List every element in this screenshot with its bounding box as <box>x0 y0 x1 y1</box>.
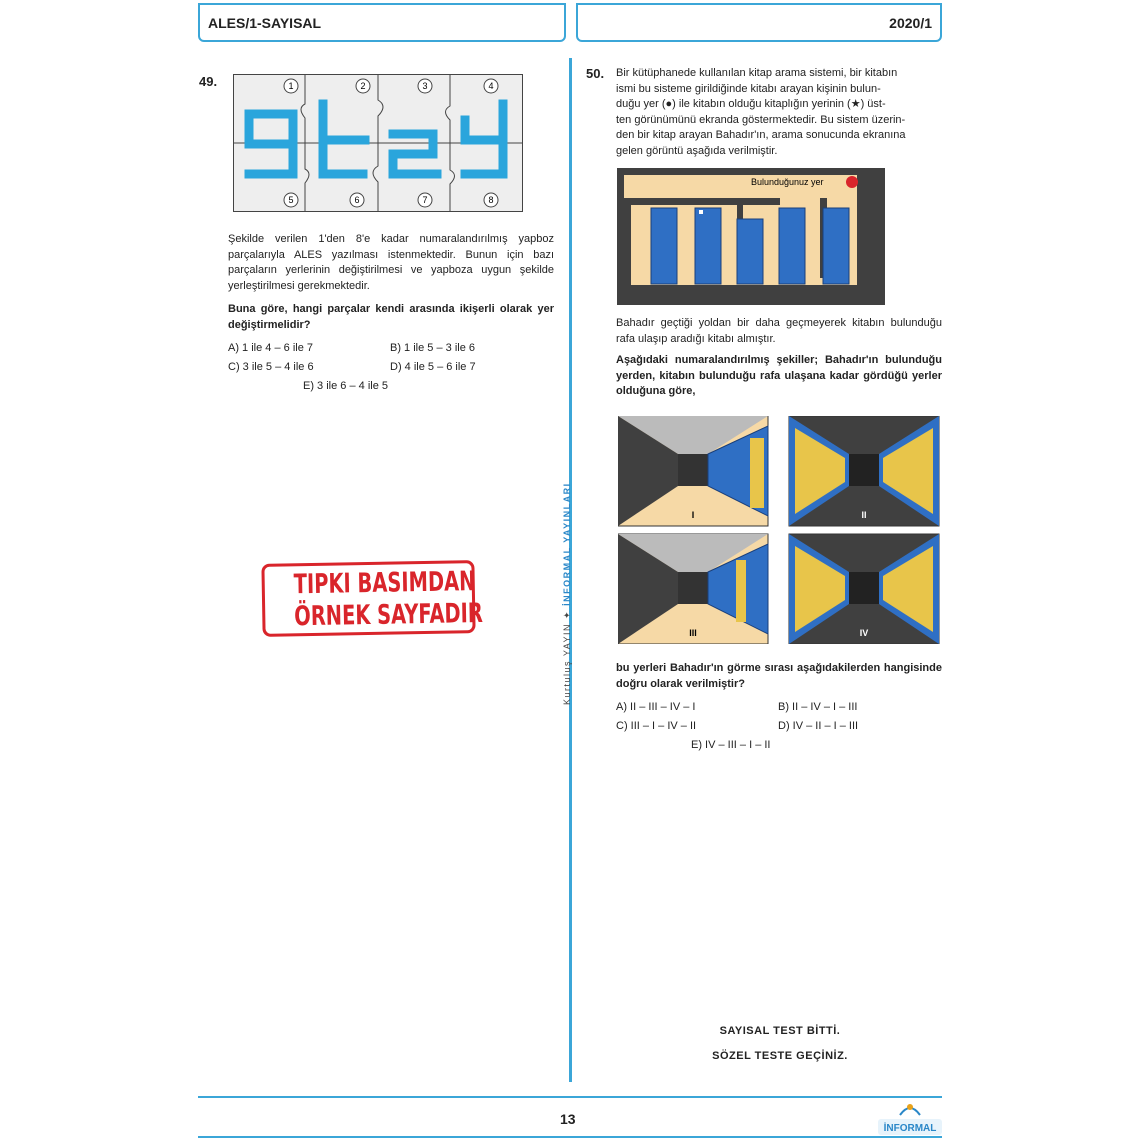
q50-question-2: bu yerleri Bahadır'ın görme sırası aşağıdakilerden hangisinde doğru olarak verilmiştir? <box>616 662 942 690</box>
q50-text-line: den bir kitap arayan Bahadır'ın, arama sonucunda ekranına <box>616 129 906 141</box>
q49-option-d[interactable]: D) 4 ile 5 – 6 ile 7 <box>390 361 476 373</box>
view-label-II: II <box>861 510 867 520</box>
test-end-notice: SAYISAL TEST BİTTİ. <box>719 1025 841 1037</box>
map-location-label: Bulunduğunuz yer <box>751 177 824 187</box>
publisher-name: Kurtuluş YAYIN <box>562 622 572 705</box>
q49-puzzle-figure <box>233 74 523 212</box>
footer-line-top <box>198 1096 942 1098</box>
puzzle-number-3: 3 <box>422 81 428 91</box>
footer-line-bottom <box>198 1136 942 1138</box>
q50-text-line: ten görünümünü ekranda göstermektedir. Bu sistem üzerin- <box>616 113 906 126</box>
puzzle-number-4: 4 <box>488 81 494 91</box>
puzzle-number-5: 5 <box>288 195 294 205</box>
q50-number: 50. <box>586 66 605 81</box>
header-left-title: ALES/1-SAYISAL <box>208 14 322 31</box>
q50-option-b[interactable]: B) II – IV – I – III <box>778 701 858 713</box>
q50-text-line: duğu yer (●) ile kitabın olduğu kitaplığın yerinin (★) üst- <box>616 98 886 110</box>
next-test-notice: SÖZEL TESTE GEÇİNİZ. <box>712 1050 848 1062</box>
q50-option-d[interactable]: D) IV – II – I – III <box>778 720 859 732</box>
view-label-III: III <box>689 628 697 638</box>
view-label-I: I <box>691 510 695 520</box>
publisher-logo-icon: ✦ <box>562 605 572 619</box>
header-right-title: 2020/1 <box>889 14 932 31</box>
puzzle-number-2: 2 <box>360 81 366 91</box>
logo-text: İNFORMAL <box>883 1123 937 1134</box>
view-label-IV: IV <box>859 628 869 638</box>
q50-text-line: Bir kütüphanede kullanılan kitap arama sistemi, bir kitabın <box>616 67 898 79</box>
stamp-line-1: TIPKI BASIMDAN <box>293 566 476 601</box>
header-right-box <box>576 3 942 42</box>
brand-name: İNFORMAL YAYINLARI <box>562 482 572 606</box>
library-map-figure <box>617 168 885 305</box>
publisher-sidebar <box>562 482 573 705</box>
location-marker-icon <box>846 176 858 188</box>
q49-option-a[interactable]: A) 1 ile 4 – 6 ile 7 <box>228 342 313 354</box>
sample-page-stamp <box>261 560 484 637</box>
q49-number: 49. <box>199 74 218 89</box>
page-number: 13 <box>560 1111 576 1127</box>
q50-text <box>616 66 942 159</box>
q50-text-line: ismi bu sisteme girildiğinde kitabı arayan kişinin bulun- <box>616 82 881 95</box>
q49-question: Buna göre, hangi parçalar kendi arasında ikişerli olarak yer değiştirmelidir? <box>228 303 554 331</box>
q50-text-line: gelen görüntü aşağıda verilmiştir. <box>616 144 778 157</box>
corridor-views-figure <box>618 416 940 644</box>
q49-text: Şekilde verilen 1'den 8'e kadar numaralandırılmış yapboz parçalarıyla ALES yazılması istenmektedir. Bunun için bazı parçaların yerlerinin değiştirilmesi ve yapboza uygun şekilde yerleştirilmesi gerekmektedir. <box>228 233 554 292</box>
puzzle-number-6: 6 <box>354 195 360 205</box>
header-left-box <box>198 3 566 42</box>
stamp-line-2: ÖRNEK SAYFADIR <box>294 598 484 633</box>
q49-option-b[interactable]: B) 1 ile 5 – 3 ile 6 <box>390 342 475 354</box>
q49-option-c[interactable]: C) 3 ile 5 – 4 ile 6 <box>228 361 314 373</box>
q50-question-1: Aşağıdaki numaralandırılmış şekiller; Bahadır'ın bulunduğu yerden, kitabın bulunduğu rafa ulaşana kadar gördüğü yerler olduğuna göre, <box>616 354 942 397</box>
q50-option-e[interactable]: E) IV – III – I – II <box>691 739 771 751</box>
puzzle-number-8: 8 <box>488 195 494 205</box>
puzzle-number-1: 1 <box>288 81 294 91</box>
q49-option-e[interactable]: E) 3 ile 6 – 4 ile 5 <box>303 380 388 392</box>
q50-option-a[interactable]: A) II – III – IV – I <box>616 701 696 713</box>
q50-option-c[interactable]: C) III – I – IV – II <box>616 720 697 732</box>
q50-text-2: Bahadır geçtiği yoldan bir daha geçmeyerek kitabın bulunduğu rafa ulaşıp aradığı kitabı almıştır. <box>616 317 942 345</box>
informal-logo <box>878 1099 942 1137</box>
puzzle-number-7: 7 <box>422 195 428 205</box>
